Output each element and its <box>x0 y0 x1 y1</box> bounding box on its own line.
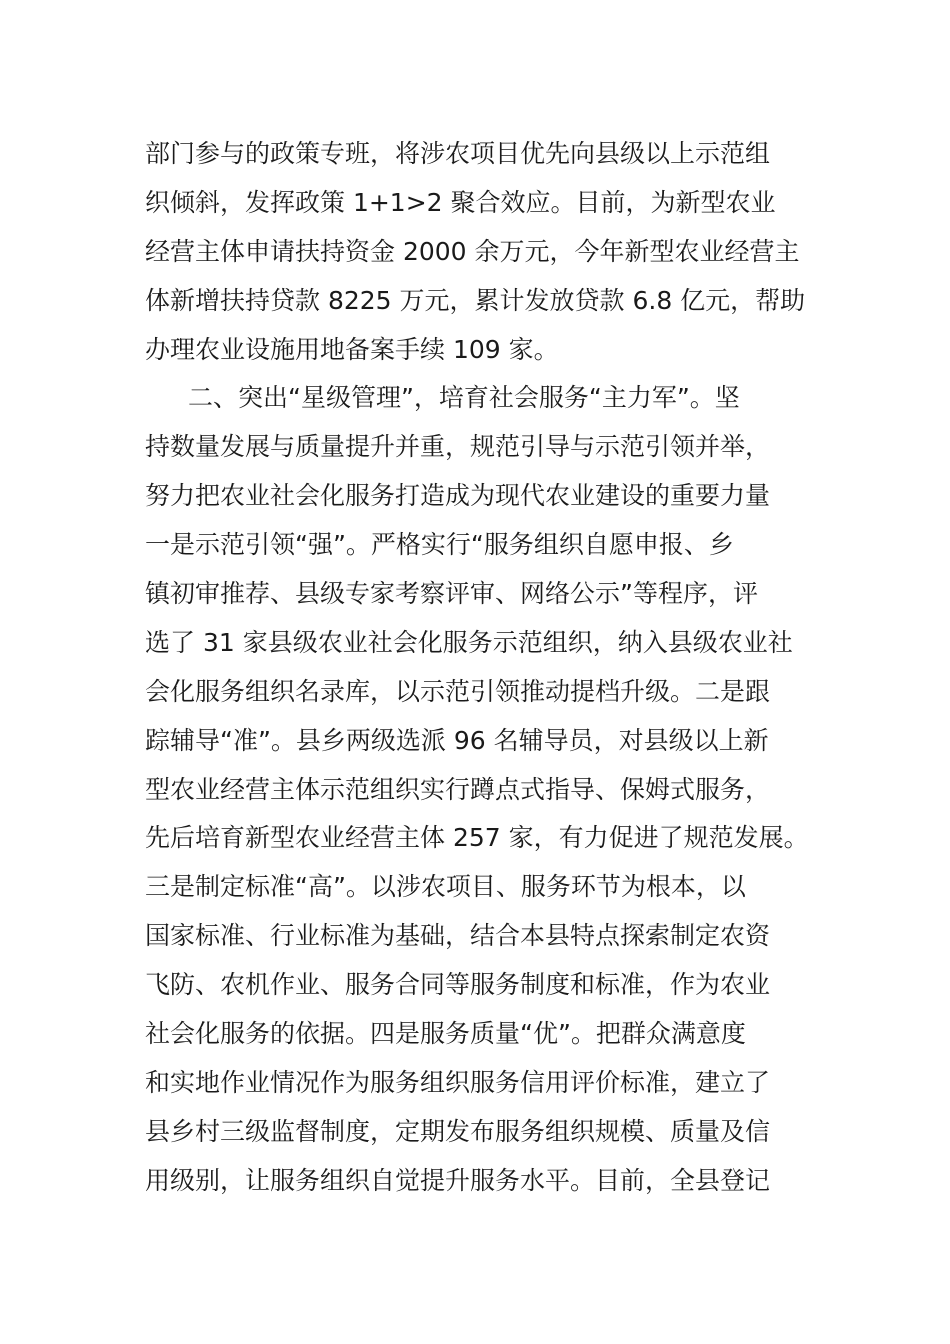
text-line: 用级别，让服务组织自觉提升服务水平。目前，全县登记 <box>145 1165 771 1195</box>
text-line: 和实地作业情况作为服务组织服务信用评价标准，建立了 <box>145 1067 771 1097</box>
text-line: 部门参与的政策专班，将涉农项目优先向县级以上示范组 <box>145 139 771 168</box>
text-line: 经营主体申请扶持资金 2000 余万元，今年新型农业经营主 <box>145 236 800 266</box>
text-line: 体新增扶持贷款 8225 万元，累计发放贷款 6.8 亿元，帮助 <box>145 285 806 315</box>
text-line: 选了 31 家县级农业社会化服务示范组织，纳入县级农业社 <box>145 627 793 657</box>
text-line: 织倾斜，发挥政策 1+1>2 聚合效应。目前，为新型农业 <box>145 187 776 217</box>
text-line: 会化服务组织名录库，以示范引领推动提档升级。二是跟 <box>145 676 771 706</box>
text-line: 型农业经营主体示范组织实行蹲点式指导、保姆式服务， <box>145 774 771 804</box>
section-heading-line: 二、突出“星级管理”，培育社会服务“主力军”。坚 <box>188 383 740 413</box>
text-line: 办理农业设施用地备案手续 109 家。 <box>145 334 559 364</box>
text-line: 县乡村三级监督制度，定期发布服务组织规模、质量及信 <box>145 1116 771 1146</box>
text-line: 持数量发展与质量提升并重，规范引导与示范引领并举， <box>145 432 771 462</box>
text-line: 先后培育新型农业经营主体 257 家，有力促进了规范发展。 <box>145 823 809 853</box>
text-line: 努力把农业社会化服务打造成为现代农业建设的重要力量 <box>145 481 771 511</box>
body-text <box>145 130 835 1206</box>
text-line: 飞防、农机作业、服务合同等服务制度和标准，作为农业 <box>145 970 771 1000</box>
text-line: 踪辅导“准”。县乡两级选派 96 名辅导员，对县级以上新 <box>145 725 769 755</box>
text-line: 三是制定标准“高”。以涉农项目、服务环节为根本，以 <box>145 872 746 902</box>
text-line: 镇初审推荐、县级专家考察评审、网络公示”等程序，评 <box>145 579 758 609</box>
text-line: 一是示范引领“强”。严格实行“服务组织自愿申报、乡 <box>145 530 734 560</box>
text-line: 国家标准、行业标准为基础，结合本县特点探索制定农资 <box>145 921 771 951</box>
text-line: 社会化服务的依据。四是服务质量“优”。把群众满意度 <box>145 1019 746 1049</box>
